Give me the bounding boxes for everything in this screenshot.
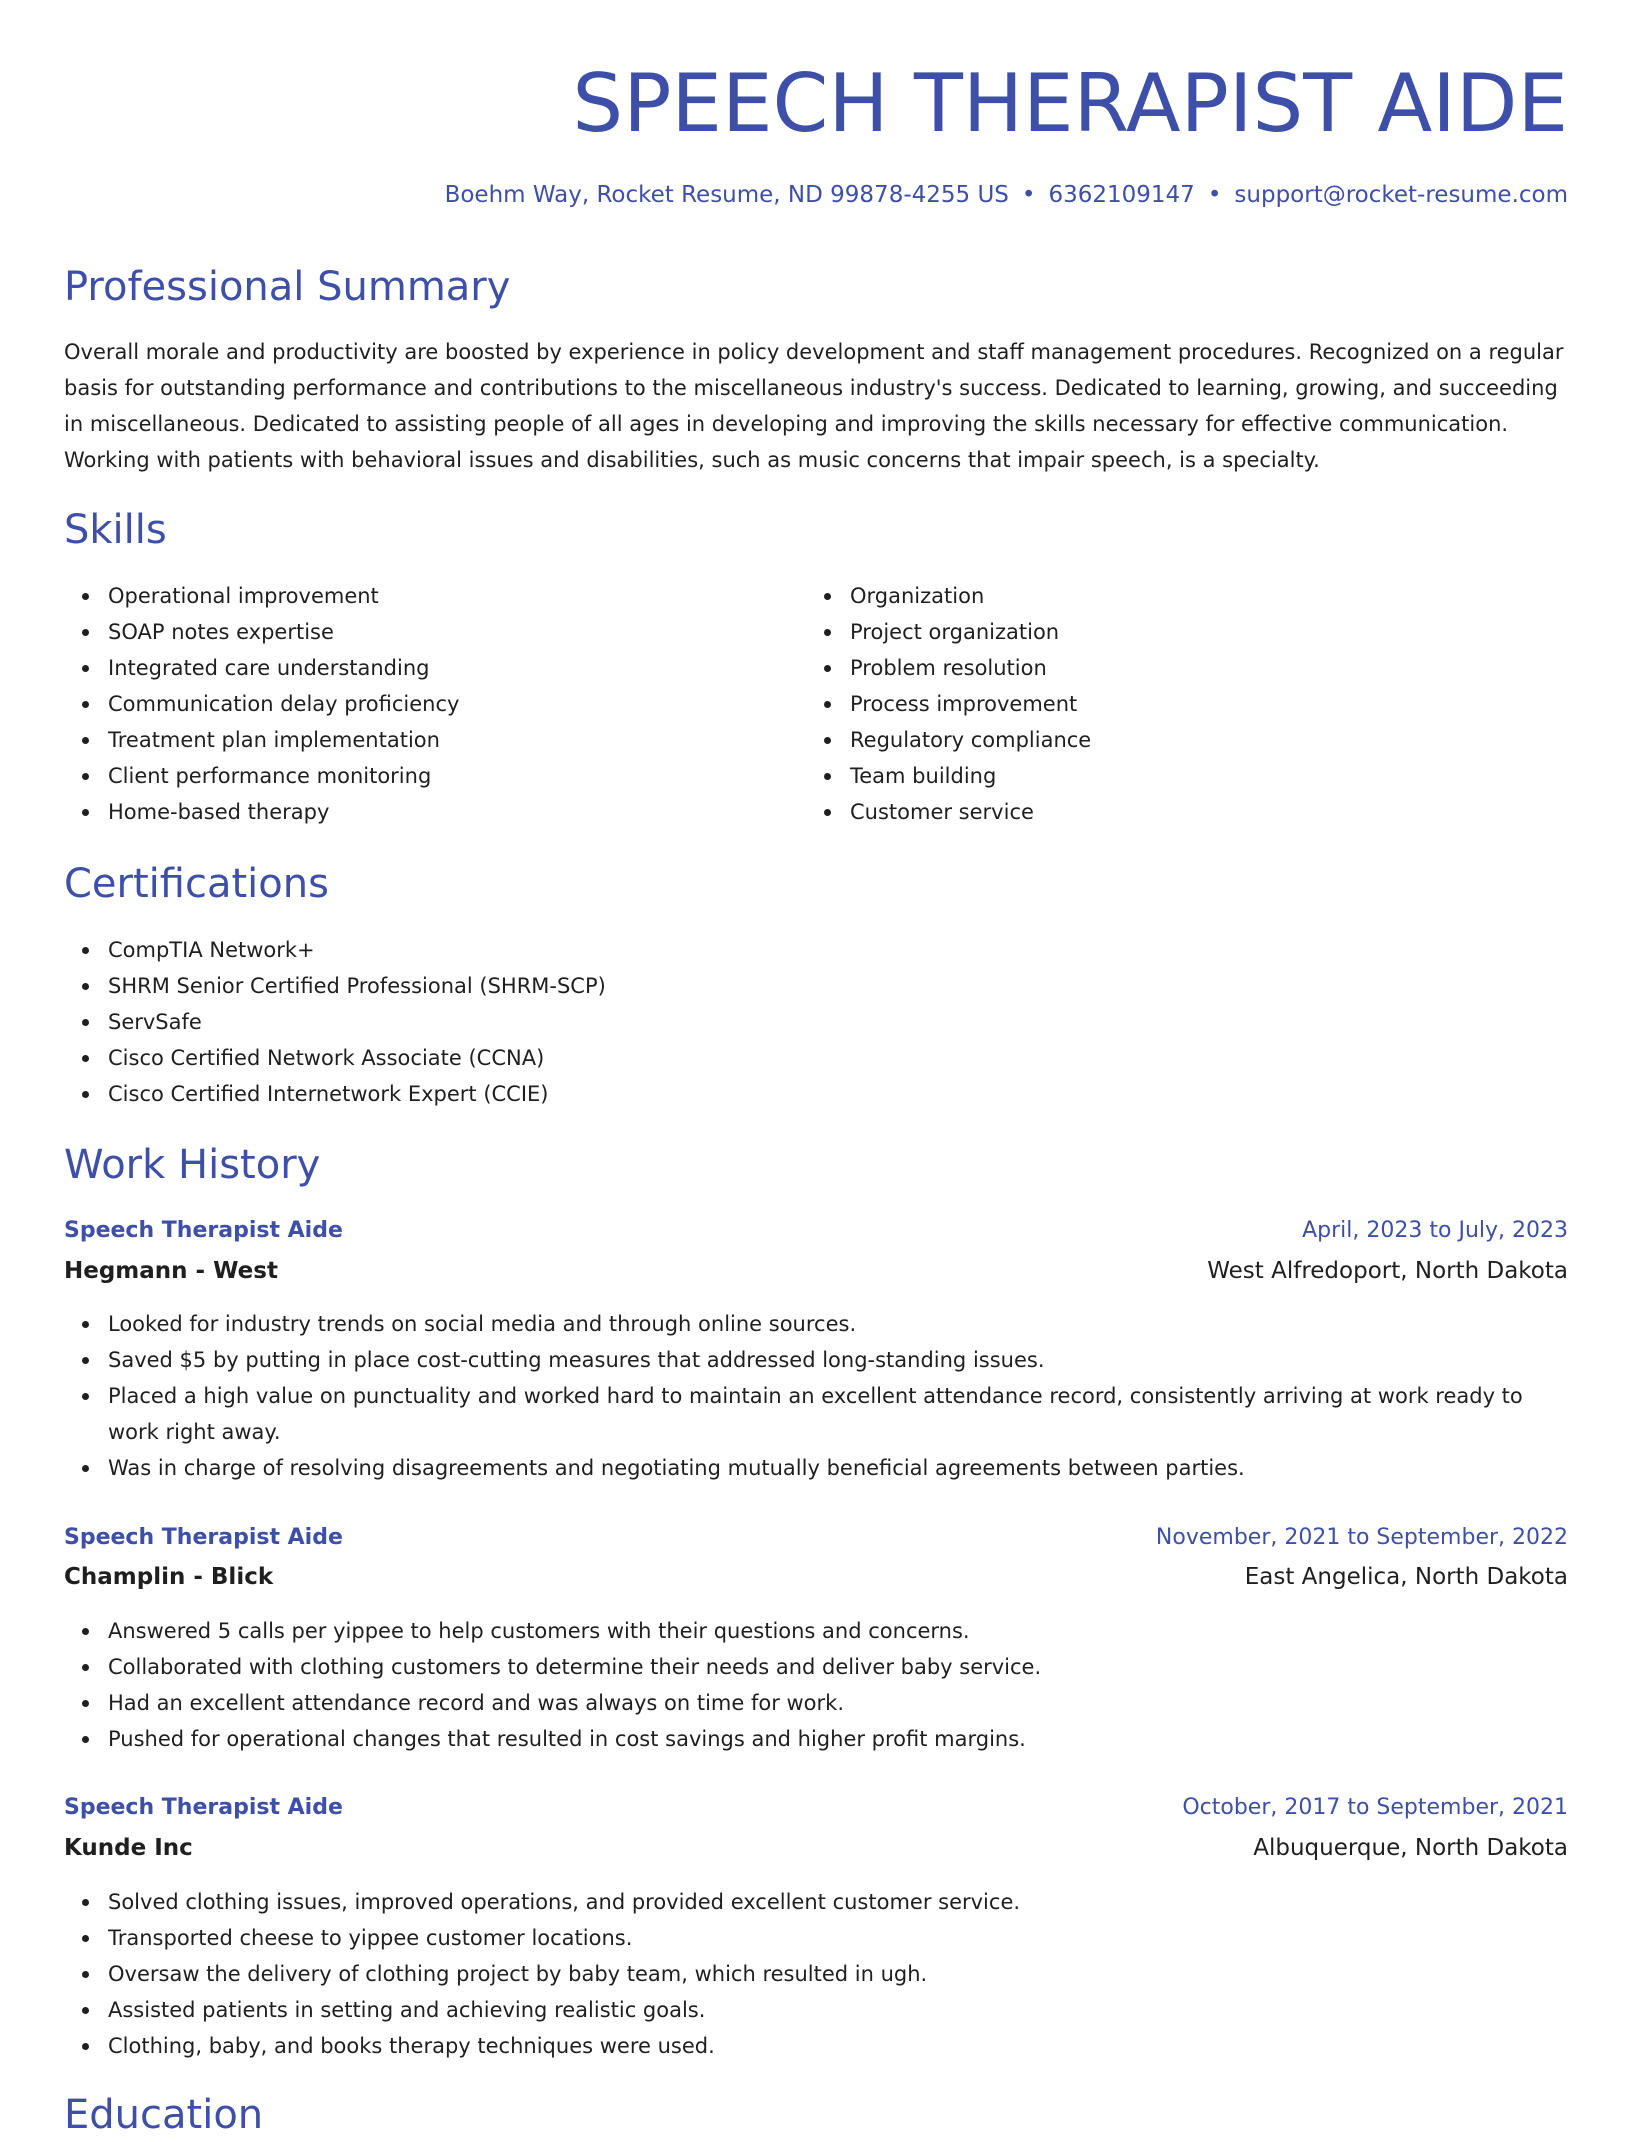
skill-item: SOAP notes expertise: [64, 614, 459, 650]
job-bullets: [64, 1613, 1568, 1757]
job-location: Albuquerque, North Dakota: [1253, 1835, 1568, 1861]
skill-item: Home-based therapy: [64, 794, 459, 830]
summary-text: Overall morale and productivity are boosted by experience in policy development and staff management procedures. Recognized on a regular basis for outstanding performance and contributions to the miscellaneous industry's success. Dedicated to learning, growing, and succeeding in miscellaneous. Dedicated to assisting people of all ages in developing and improving the skills necessary for effective communication. Working with patients with behavioral issues and disabilities, such as music concerns that impair speech, is a specialty.: [64, 340, 1564, 472]
contact-address: Boehm Way, Rocket Resume, ND 99878-4255 US: [444, 182, 1009, 208]
certification-item: SHRM Senior Certified Professional (SHRM-SCP): [64, 968, 606, 1004]
education-heading: Education: [64, 2092, 264, 2138]
skill-item: Operational improvement: [64, 578, 459, 614]
skill-item: Client performance monitoring: [64, 758, 459, 794]
job-bullet: Clothing, baby, and books therapy techniques were used.: [64, 2028, 1568, 2064]
certification-item: Cisco Certified Internetwork Expert (CCIE): [64, 1076, 606, 1112]
job-bullet: Solved clothing issues, improved operations, and provided excellent customer service.: [64, 1884, 1568, 1920]
certification-item: Cisco Certified Network Associate (CCNA): [64, 1040, 606, 1076]
certification-item: ServSafe: [64, 1004, 606, 1040]
skills-heading: Skills: [64, 507, 167, 553]
job-bullets: [64, 1306, 1568, 1486]
job-bullet: Pushed for operational changes that resulted in cost savings and higher profit margins.: [64, 1721, 1568, 1757]
resume-name: SPEECH THERAPIST AIDE: [572, 57, 1568, 150]
job-location: West Alfredoport, North Dakota: [1207, 1258, 1568, 1284]
job-bullet: Transported cheese to yippee customer locations.: [64, 1920, 1568, 1956]
skill-item: Organization: [806, 578, 1091, 614]
job-bullet: Assisted patients in setting and achieving realistic goals.: [64, 1992, 1568, 2028]
contact-separator: •: [1021, 182, 1036, 208]
job-dates: April, 2023 to July, 2023: [1302, 1218, 1568, 1243]
job-title: Speech Therapist Aide: [64, 1218, 343, 1243]
job-bullet: Was in charge of resolving disagreements and negotiating mutually beneficial agreements between parties.: [64, 1450, 1568, 1486]
contact-phone: 6362109147: [1048, 182, 1195, 208]
job-bullet: Oversaw the delivery of clothing project by baby team, which resulted in ugh.: [64, 1956, 1568, 1992]
job-bullets: [64, 1884, 1568, 2064]
certifications-list: [64, 932, 606, 1112]
skill-item: Regulatory compliance: [806, 722, 1091, 758]
job-title: Speech Therapist Aide: [64, 1525, 343, 1550]
contact-separator: •: [1207, 182, 1222, 208]
certifications-heading: Certifications: [64, 861, 329, 907]
skill-item: Team building: [806, 758, 1091, 794]
work-history-heading: Work History: [64, 1142, 321, 1188]
job-dates: November, 2021 to September, 2022: [1155, 1525, 1568, 1550]
job-bullet: Saved $5 by putting in place cost-cutting measures that addressed long-standing issues.: [64, 1342, 1568, 1378]
certification-item: CompTIA Network+: [64, 932, 606, 968]
job-title: Speech Therapist Aide: [64, 1795, 343, 1820]
job-company: Champlin - Blick: [64, 1564, 274, 1590]
job-bullet: Answered 5 calls per yippee to help customers with their questions and concerns.: [64, 1613, 1568, 1649]
skill-item: Problem resolution: [806, 650, 1091, 686]
skill-item: Project organization: [806, 614, 1091, 650]
job-bullet: Placed a high value on punctuality and worked hard to maintain an excellent attendance record, consistently arriving at work ready to work right away.: [64, 1378, 1568, 1450]
job-dates: October, 2017 to September, 2021: [1182, 1795, 1568, 1820]
skill-item: Process improvement: [806, 686, 1091, 722]
summary-heading: Professional Summary: [64, 264, 511, 310]
skills-list-left: [64, 578, 459, 830]
skill-item: Customer service: [806, 794, 1091, 830]
job-bullet: Had an excellent attendance record and was always on time for work.: [64, 1685, 1568, 1721]
job-bullet: Collaborated with clothing customers to determine their needs and deliver baby service.: [64, 1649, 1568, 1685]
job-location: East Angelica, North Dakota: [1244, 1564, 1568, 1590]
skill-item: Integrated care understanding: [64, 650, 459, 686]
skills-list-right: [806, 578, 1091, 830]
job-company: Hegmann - West: [64, 1258, 278, 1284]
contact-line: [445, 178, 1568, 212]
job-bullet: Looked for industry trends on social media and through online sources.: [64, 1306, 1568, 1342]
job-company: Kunde Inc: [64, 1835, 193, 1861]
skill-item: Communication delay proficiency: [64, 686, 459, 722]
contact-email[interactable]: support@rocket-resume.com: [1234, 182, 1568, 208]
skill-item: Treatment plan implementation: [64, 722, 459, 758]
